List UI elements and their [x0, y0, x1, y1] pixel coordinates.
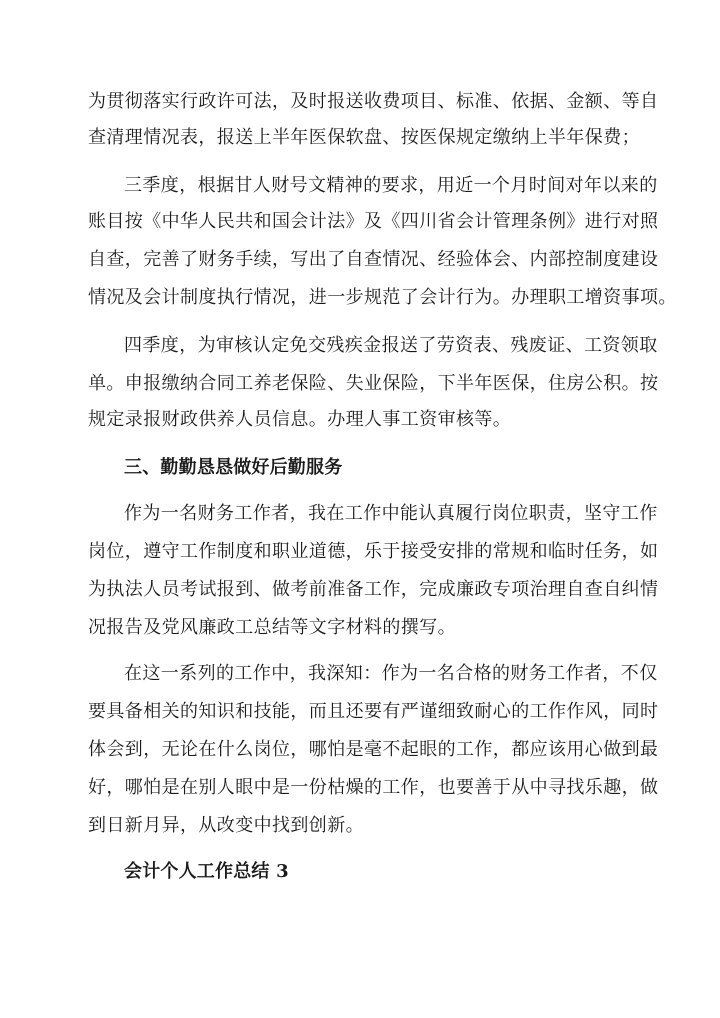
paragraph-line: 体会到，无论在什么岗位，哪怕是毫不起眼的工作，都应该用心做到最 [88, 739, 659, 760]
paragraph-line: 在这一系列的工作中，我深知：作为一名合格的财务工作者，不仅 [124, 663, 658, 684]
paragraph-line: 查清理情况表，报送上半年医保软盘、按医保规定缴纳上半年保费； [88, 127, 640, 148]
paragraph-line: 到日新月异，从改变中找到创新。 [88, 815, 364, 836]
paragraph-line: 好，哪怕是在别人眼中是一份枯燥的工作，也要善于从中寻找乐趣，做 [88, 777, 659, 798]
paragraph-line: 情况及会计制度执行情况，进一步规范了会计行为。办理职工增资事项。 [88, 287, 677, 308]
paragraph-line: 三季度，根据甘人财号文精神的要求，用近一个月时间对年以来的 [124, 175, 658, 196]
paragraph-line: 单。申报缴纳合同工养老保险、失业保险，下半年医保，住房公积。按 [88, 373, 659, 394]
paragraph-line: 为贯彻落实行政许可法，及时报送收费项目、标准、依据、金额、等自 [88, 91, 659, 112]
paragraph-line: 况报告及党风廉政工总结等文字材料的撰写。 [88, 617, 456, 638]
paragraph-line: 要具备相关的知识和技能，而且还要有严谨细致耐心的工作作风，同时 [88, 701, 659, 722]
section-heading: 会计个人工作总结 3 [124, 861, 289, 882]
paragraph-line: 四季度，为审核认定免交残疾金报送了劳资表、残废证、工资领取 [124, 335, 658, 356]
paragraph-line: 账目按《中华人民共和国会计法》及《四川省会计管理条例》进行对照 [88, 211, 659, 232]
paragraph-line: 岗位，遵守工作制度和职业道德，乐于接受安排的常规和临时任务，如 [88, 541, 659, 562]
section-heading: 三、勤勤恳恳做好后勤服务 [124, 457, 343, 478]
paragraph-line: 为执法人员考试报到、做考前准备工作，完成廉政专项治理自查自纠情 [88, 579, 659, 600]
paragraph-line: 作为一名财务工作者，我在工作中能认真履行岗位职责，坚守工作 [124, 503, 658, 524]
paragraph-line: 规定录报财政供养人员信息。办理人事工资审核等。 [88, 409, 512, 430]
paragraph-line: 自查，完善了财务手续，写出了自查情况、经验体会、内部控制度建设 [88, 249, 659, 270]
